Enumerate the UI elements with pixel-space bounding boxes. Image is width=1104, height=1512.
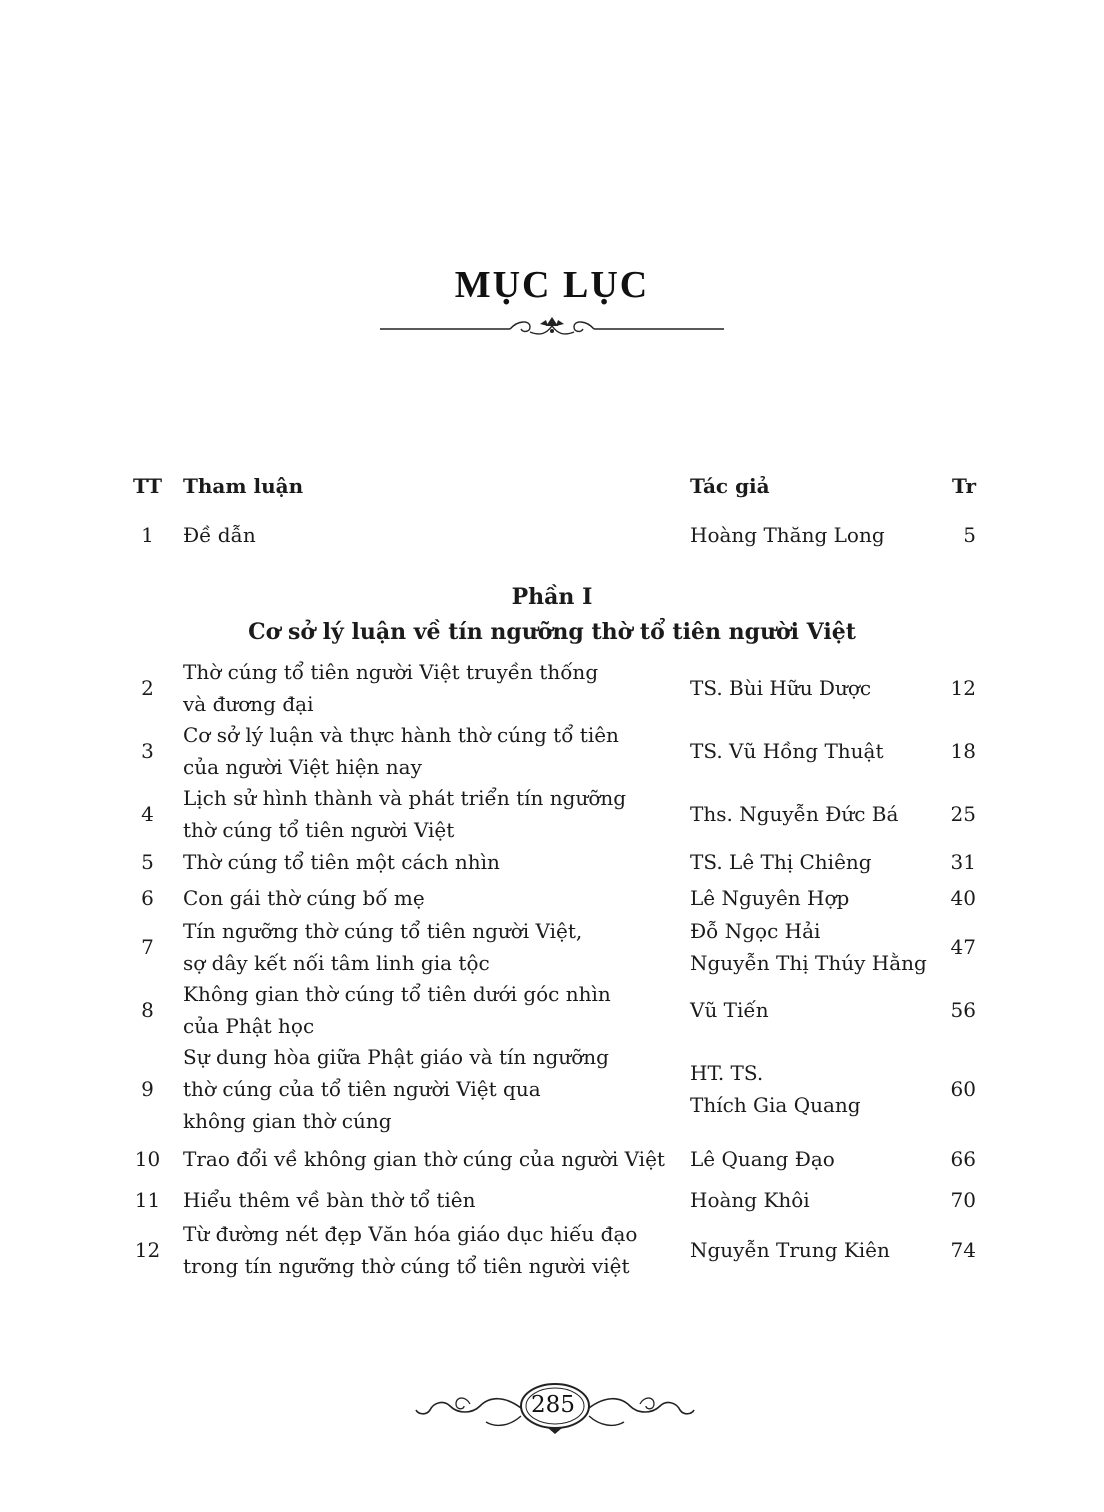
entry-number-text: 7: [141, 935, 154, 959]
entry-number-text: 4: [141, 802, 154, 826]
entry-page: [916, 518, 976, 552]
toc-entry-row: [0, 656, 1104, 720]
entry-title-line: Đề dẫn: [183, 523, 256, 547]
page-number: 285: [531, 1392, 575, 1418]
entry-number-text: 8: [141, 998, 154, 1022]
entry-page: [916, 1142, 976, 1176]
entry-page-text: 47: [950, 935, 976, 959]
entry-title-line: Thờ cúng tổ tiên một cách nhìn: [183, 850, 500, 874]
entry-title-line: Con gái thờ cúng bố mẹ: [183, 886, 425, 910]
entry-page: [916, 978, 976, 1042]
entry-author-line: TS. Lê Thị Chiêng: [690, 850, 872, 874]
entry-number: [120, 915, 175, 979]
entry-title-line: Thờ cúng tổ tiên người Việt truyền thống: [183, 660, 599, 684]
entry-number: [120, 1142, 175, 1176]
entry-number-text: 2: [141, 676, 154, 700]
entry-title-line: không gian thờ cúng: [183, 1109, 392, 1133]
entry-number: [120, 881, 175, 915]
entry-number: [120, 1041, 175, 1137]
entry-number-text: 10: [134, 1147, 161, 1171]
entry-number: [120, 845, 175, 879]
entry-page: [916, 915, 976, 979]
entry-number: [120, 518, 175, 552]
section-label: Phần I: [511, 584, 593, 610]
entry-author: [690, 1183, 930, 1217]
toc-entry-row: [0, 1183, 1104, 1217]
entry-title: [183, 1142, 683, 1176]
header-author: Tác giả: [690, 474, 770, 498]
entry-page: [916, 881, 976, 915]
entry-page-text: 74: [950, 1238, 976, 1262]
entry-author: [690, 845, 930, 879]
header-page: Tr: [952, 474, 976, 498]
entry-title-line: thờ cúng tổ tiên người Việt: [183, 818, 455, 842]
entry-page-text: 5: [963, 523, 976, 547]
entry-title-line: Từ đường nét đẹp Văn hóa giáo dục hiếu đạo: [183, 1222, 638, 1246]
section-title: Cơ sở lý luận về tín ngưỡng thờ tổ tiên người Việt: [248, 619, 856, 645]
entry-page: [916, 1183, 976, 1217]
entry-author: [690, 719, 930, 783]
entry-author-line: Thích Gia Quang: [690, 1093, 861, 1117]
entry-author-line: Nguyễn Trung Kiên: [690, 1238, 890, 1262]
entry-title-line: Cơ sở lý luận và thực hành thờ cúng tổ tiên: [183, 723, 619, 747]
entry-title-line: Lịch sử hình thành và phát triển tín ngưỡng: [183, 786, 627, 810]
toc-entry-row: [0, 719, 1104, 783]
entry-number-text: 1: [141, 523, 154, 547]
entry-page: [916, 1218, 976, 1282]
toc-entry-row: [0, 1041, 1104, 1137]
toc-entry-row: [0, 1142, 1104, 1176]
entry-author-line: Ths. Nguyễn Đức Bá: [690, 802, 899, 826]
entry-author-line: HT. TS.: [690, 1061, 764, 1085]
entry-author-line: Đỗ Ngọc Hải: [690, 919, 821, 943]
entry-title-line: của người Việt hiện nay: [183, 755, 422, 779]
entry-author: [690, 881, 930, 915]
toc-entry-row: [0, 1218, 1104, 1282]
entry-title-line: và đương đại: [183, 692, 314, 716]
entry-author: [690, 1041, 930, 1137]
entry-title-line: Tín ngưỡng thờ cúng tổ tiên người Việt,: [183, 919, 583, 943]
entry-title: [183, 915, 683, 979]
title-ornament-divider: [380, 314, 724, 344]
entry-page-text: 70: [950, 1188, 976, 1212]
entry-number-text: 9: [141, 1077, 154, 1101]
entry-number-text: 3: [141, 739, 154, 763]
entry-title-line: Trao đổi về không gian thờ cúng của người Việt: [183, 1147, 665, 1171]
header-num: TT: [132, 474, 163, 498]
entry-title: [183, 518, 683, 552]
entry-number: [120, 1218, 175, 1282]
entry-author: [690, 1218, 930, 1282]
entry-title: [183, 656, 683, 720]
entry-title: [183, 719, 683, 783]
entry-author-line: Nguyễn Thị Thúy Hằng: [690, 951, 927, 975]
entry-title: [183, 978, 683, 1042]
toc-entry-row: [0, 782, 1104, 846]
entry-title-line: sợ dây kết nối tâm linh gia tộc: [183, 951, 490, 975]
entry-title: [183, 1041, 683, 1137]
entry-title-line: Hiểu thêm về bàn thờ tổ tiên: [183, 1188, 476, 1212]
entry-title: [183, 782, 683, 846]
entry-author: [690, 978, 930, 1042]
entry-author: [690, 656, 930, 720]
entry-author: [690, 1142, 930, 1176]
entry-number-text: 6: [141, 886, 154, 910]
entry-number: [120, 1183, 175, 1217]
entry-author-line: TS. Vũ Hồng Thuật: [690, 739, 884, 763]
entry-number: [120, 782, 175, 846]
entry-page-text: 56: [950, 998, 976, 1022]
toc-entry-row: [0, 915, 1104, 979]
entry-title-line: của Phật học: [183, 1014, 315, 1038]
entry-author: [690, 915, 930, 979]
entry-page-text: 60: [950, 1077, 976, 1101]
toc-header-row: [0, 470, 1104, 504]
entry-author-line: Lê Quang Đạo: [690, 1147, 835, 1171]
entry-author: [690, 782, 930, 846]
entry-page: [916, 845, 976, 879]
entry-author-line: Lê Nguyên Hợp: [690, 886, 850, 910]
entry-title-line: thờ cúng của tổ tiên người Việt qua: [183, 1077, 541, 1101]
entry-author-line: Vũ Tiến: [690, 998, 769, 1022]
entry-number-text: 5: [141, 850, 154, 874]
entry-number-text: 12: [134, 1238, 161, 1262]
entry-number: [120, 978, 175, 1042]
entry-number: [120, 656, 175, 720]
toc-entry-row: [0, 845, 1104, 879]
entry-page: [916, 656, 976, 720]
entry-author-line: Hoàng Thăng Long: [690, 523, 885, 547]
entry-page-text: 31: [950, 850, 976, 874]
entry-author-line: Hoàng Khôi: [690, 1188, 810, 1212]
toc-entry-row: [0, 978, 1104, 1042]
entry-title-line: Sự dung hòa giữa Phật giáo và tín ngưỡng: [183, 1045, 609, 1069]
toc-entry-row: [0, 881, 1104, 915]
entry-title: [183, 1183, 683, 1217]
entry-title: [183, 1218, 683, 1282]
entry-page: [916, 1041, 976, 1137]
entry-author-line: TS. Bùi Hữu Dược: [690, 676, 872, 700]
toc-entry-row: [0, 518, 1104, 552]
entry-number-text: 11: [134, 1188, 161, 1212]
entry-author: [690, 518, 930, 552]
entry-number: [120, 719, 175, 783]
entry-title: [183, 845, 683, 879]
entry-page-text: 18: [950, 739, 976, 763]
entry-page: [916, 719, 976, 783]
header-title: Tham luận: [183, 474, 304, 498]
entry-page-text: 66: [950, 1147, 976, 1171]
entry-page: [916, 782, 976, 846]
entry-title-line: trong tín ngưỡng thờ cúng tổ tiên người việt: [183, 1254, 630, 1278]
entry-page-text: 40: [950, 886, 976, 910]
entry-page-text: 25: [950, 802, 976, 826]
entry-title-line: Không gian thờ cúng tổ tiên dưới góc nhìn: [183, 982, 611, 1006]
page-title: MỤC LỤC: [454, 264, 650, 306]
entry-title: [183, 881, 683, 915]
entry-page-text: 12: [950, 676, 976, 700]
